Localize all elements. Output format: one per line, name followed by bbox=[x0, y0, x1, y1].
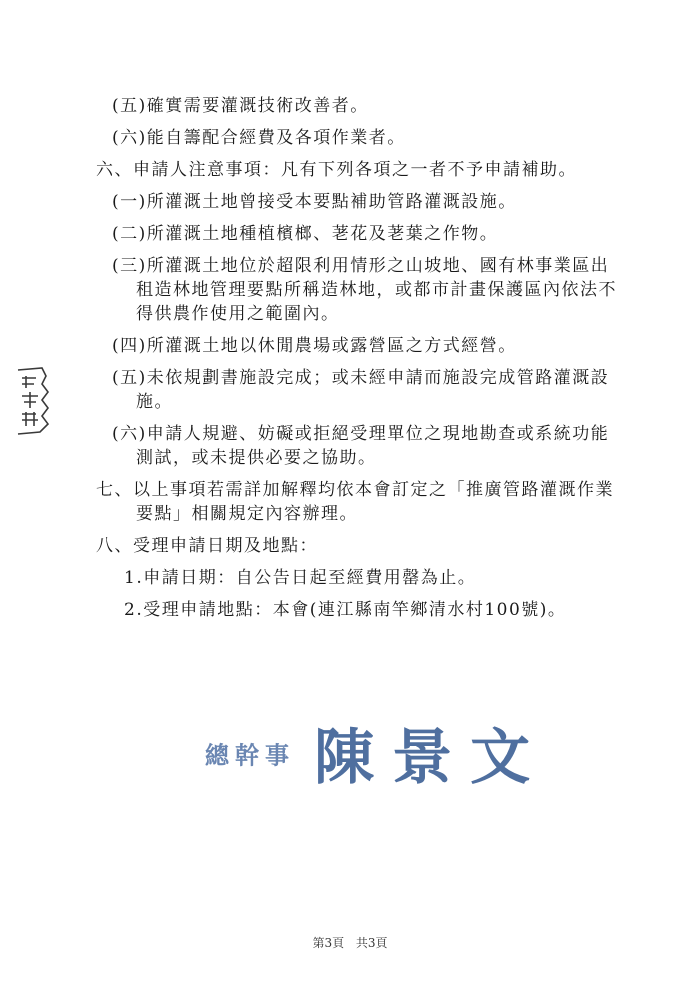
side-seal-stamp bbox=[12, 366, 52, 436]
text-line-continued: 施。 bbox=[136, 392, 173, 412]
signature-title: 總幹事 bbox=[205, 740, 295, 770]
section-heading-7: 七、以上事項若需詳加解釋均依本會訂定之「推廣管路灌溉作業 bbox=[96, 480, 614, 500]
page-total: 共3頁 bbox=[355, 936, 388, 950]
text-line-continued: 測試，或未提供必要之協助。 bbox=[136, 448, 377, 468]
text-line: (二)所灌溉土地種植檳榔、荖花及荖葉之作物。 bbox=[112, 224, 499, 244]
text-line: (四)所灌溉土地以休閒農場或露營區之方式經營。 bbox=[112, 336, 517, 356]
text-line: (五)未依規劃書施設完成；或未經申請而施設完成管路灌溉設 bbox=[112, 368, 610, 388]
signature-name: 陳景文 bbox=[314, 723, 549, 793]
text-line: (六)能自籌配合經費及各項作業者。 bbox=[112, 128, 406, 148]
text-line: 2.受理申請地點：本會(連江縣南竿鄉清水村100號)。 bbox=[124, 600, 567, 620]
text-line: (一)所灌溉土地曾接受本要點補助管路灌溉設施。 bbox=[112, 192, 517, 212]
page-footer bbox=[0, 934, 700, 951]
signature-block bbox=[205, 710, 548, 796]
text-line-continued: 得供農作使用之範圍內。 bbox=[136, 304, 340, 324]
text-line: 1.申請日期：自公告日起至經費用罄為止。 bbox=[124, 568, 477, 588]
text-line: (六)申請人規避、妨礙或拒絕受理單位之現地勘查或系統功能 bbox=[112, 424, 610, 444]
section-heading-8: 八、受理申請日期及地點： bbox=[96, 536, 318, 556]
text-line-continued: 租造林地管理要點所稱造林地，或都市計畫保護區內依法不 bbox=[136, 280, 617, 300]
text-line: (五)確實需要灌溉技術改善者。 bbox=[112, 96, 369, 116]
section-heading-6: 六、申請人注意事項：凡有下列各項之一者不予申請補助。 bbox=[96, 160, 577, 180]
text-line: (三)所灌溉土地位於超限利用情形之山坡地、國有林事業區出 bbox=[112, 256, 610, 276]
page-number: 第3頁 bbox=[312, 936, 345, 950]
text-line-continued: 要點」相關規定內容辦理。 bbox=[136, 504, 358, 524]
